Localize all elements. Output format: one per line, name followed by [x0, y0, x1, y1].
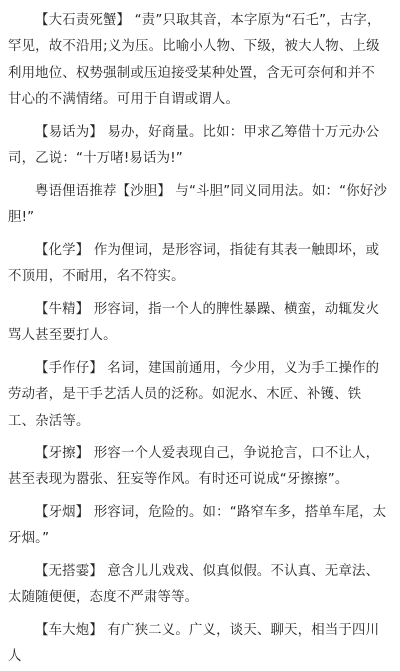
entry-da-shi-ze-si-xie: 【大石责死蟹】 “责”只取其音，本字原为“石乇”，古字，罕见，故不沿用;义为压。比喻小人物、下级，被大人物、上级利用地位、权势强制或压迫接受某种处置，含无可奈何和并不甘心的不满情绪。可用于自谓或谓人。	[8, 13, 381, 108]
entry-ya-ca: 【牙擦】 形容一个人爱表现自己，争说抢言，口不让人，甚至表现为嚣张、狂妄等作风。有时还可说成“牙擦擦”。	[8, 446, 380, 488]
entry-wu-da-sha: 【无搭霎】 意含儿儿戏戏、似真似假。不认真、无章法、太随随便便，态度不严肃等等。	[8, 564, 380, 606]
entry-sha-dan: 粤语俚语推荐【沙胆】 与“斗胆”同义同用法。如：“你好沙胆!”	[8, 184, 388, 226]
entry-ya-yan: 【牙烟】 形容词，危险的。如：“路窄车多，搭单车尾，太牙烟。”	[8, 505, 387, 547]
entry-yi-hua-wei: 【易话为】 易办，好商量。比如：甲求乙筹借十万元办公司，乙说：“十万啫!易话为!”	[8, 125, 380, 167]
entry-che-da-pao: 【车大炮】 有广狭二义。广义，谈天、聊天，相当于四川人	[8, 623, 380, 665]
entry-niu-jing: 【牛精】 形容词，指一个人的脾性暴躁、横蛮，动辄发火骂人甚至要打人。	[8, 302, 380, 344]
entry-shou-zuo-zai: 【手作仔】 名词，建国前通用，今少用，义为手工操作的劳动者，是干手艺活人员的泛称。如泥水、木匠、补镬、铁工、杂活等。	[8, 361, 380, 429]
entry-hua-xue: 【化学】 作为俚词，是形容词，指徒有其表一触即坏，或不顶用，不耐用，名不符实。	[8, 243, 380, 285]
